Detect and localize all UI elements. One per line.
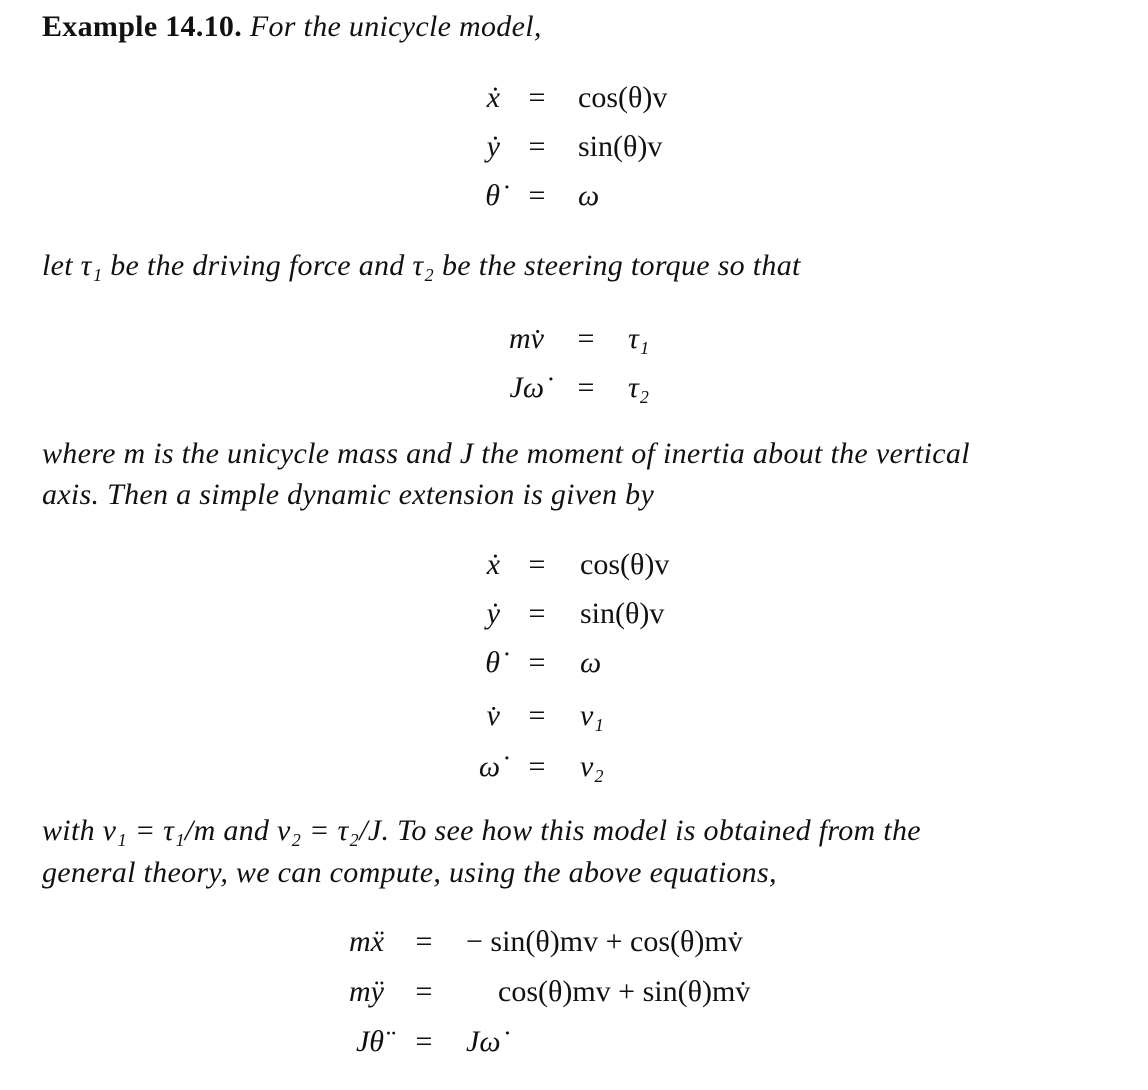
equation-rhs: ν₂ [580, 750, 604, 783]
equation-row [0, 543, 1148, 587]
equation-row [0, 125, 1148, 169]
equation-row [0, 317, 1148, 361]
equation-lhs: mv̇ [509, 322, 544, 355]
equation-rhs: sin(θ)v [580, 597, 665, 630]
equation-rhs: τ₁ [628, 322, 650, 355]
equation-row [0, 1020, 1148, 1064]
example-label: Example 14.10. [42, 10, 243, 43]
equation-lhs: ẋ [486, 81, 500, 114]
equation-rhs: sin(θ)v [578, 130, 663, 163]
equation-rhs: ω [578, 179, 600, 212]
equation-row [0, 694, 1148, 738]
equals-sign: = [415, 925, 433, 958]
equals-sign: = [528, 81, 546, 114]
equation-lhs: Jθ̈ [355, 1025, 384, 1058]
equation-rhs: ν₁ [580, 699, 604, 732]
equals-sign: = [528, 130, 546, 163]
equation-row [0, 76, 1148, 120]
equation-rhs: − sin(θ)mv + cos(θ)mv̇ [466, 925, 743, 958]
paragraph-3-line-1: with ν₁ = τ₁/m and ν₂ = τ₂/J. To see how this model is obtained from the [42, 814, 921, 847]
equation-lhs: ω̇ [478, 750, 500, 783]
equals-sign: = [528, 646, 546, 679]
example-intro: For the unicycle model, [249, 10, 542, 43]
equation-lhs: v̇ [486, 699, 500, 732]
paragraph-2-line-1: where m is the unicycle mass and J the moment of inertia about the vertical [42, 437, 970, 470]
equals-sign: = [528, 750, 546, 783]
equation-rhs: cos(θ)mv + sin(θ)mv̇ [498, 975, 751, 1008]
equation-lhs: mẍ [349, 925, 384, 958]
equation-lhs: ẏ [486, 130, 500, 163]
equals-sign: = [415, 975, 433, 1008]
equation-lhs: mÿ [349, 975, 384, 1008]
equation-rhs: Jω̇ [466, 1025, 501, 1058]
example-heading [42, 6, 1118, 48]
equation-lhs: ẏ [486, 597, 500, 630]
equation-rhs: τ₂ [628, 371, 650, 404]
paragraph-3-line-2: general theory, we can compute, using the above equations, [42, 856, 777, 889]
equals-sign: = [528, 548, 546, 581]
equals-sign: = [528, 179, 546, 212]
equals-sign: = [577, 371, 595, 404]
equation-row [0, 641, 1148, 685]
equation-row [0, 592, 1148, 636]
equation-rhs: cos(θ)v [578, 81, 668, 114]
equation-row [0, 970, 1148, 1014]
equation-row [0, 366, 1148, 410]
equation-row [0, 920, 1148, 964]
equation-lhs: ẋ [486, 548, 500, 581]
equation-rhs: ω [580, 646, 602, 679]
equals-sign: = [415, 1025, 433, 1058]
equation-rhs: cos(θ)v [580, 548, 670, 581]
paragraph-2-line-2: axis. Then a simple dynamic extension is given by [42, 478, 655, 511]
equals-sign: = [577, 322, 595, 355]
equation-row [0, 174, 1148, 218]
paragraph-1: let τ₁ be the driving force and τ₂ be the steering torque so that [42, 249, 801, 282]
equals-sign: = [528, 597, 546, 630]
equation-lhs: Jω̇ [509, 371, 544, 404]
equals-sign: = [528, 699, 546, 732]
equation-lhs: θ̇ [485, 646, 500, 679]
equation-row [0, 745, 1148, 789]
equation-lhs: θ̇ [485, 179, 500, 212]
